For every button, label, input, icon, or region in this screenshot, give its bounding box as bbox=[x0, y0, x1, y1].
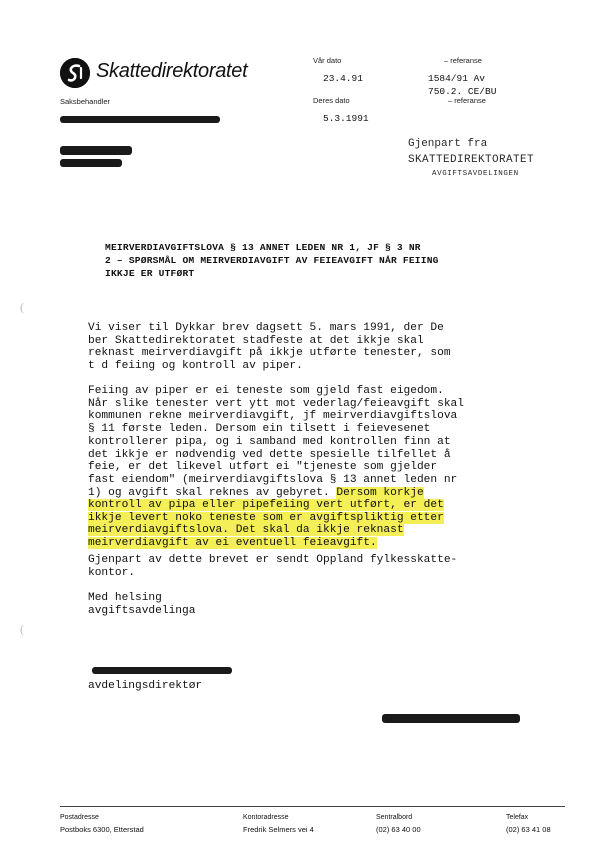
footer-divider bbox=[60, 806, 565, 807]
margin-mark: ( bbox=[20, 300, 24, 314]
footer-postadresse-label: Postadresse bbox=[60, 814, 99, 821]
stamp-line-3: AVGIFTSAVDELINGEN bbox=[432, 170, 519, 178]
skattedirektoratet-logo-icon bbox=[60, 58, 90, 88]
closing: Med helsing avgiftsavdelinga bbox=[88, 592, 196, 617]
stamp-line-2: SKATTEDIREKTORATET bbox=[408, 154, 535, 166]
footer-sentralbord-label: Sentralbord bbox=[376, 814, 413, 821]
paragraph-1: Vi viser til Dykkar brev dagsett 5. mars 1991, der De ber Skattedirektoratet stadfeste at det ikkje skal reknast meirverdiavgift på ikkje utførte tenester, som t d feiing og kontroll av piper. bbox=[88, 322, 451, 373]
redacted-recipient-line-1 bbox=[60, 146, 132, 155]
stamp-line-1: Gjenpart fra bbox=[408, 138, 488, 150]
var-dato-label: Vår dato bbox=[313, 56, 342, 65]
redacted-signature-name bbox=[92, 667, 232, 674]
footer-sentralbord: (02) 63 40 00 bbox=[376, 825, 421, 834]
subject bbox=[105, 241, 545, 280]
referanse-label-1: – referanse bbox=[444, 56, 482, 65]
footer-kontoradresse: Fredrik Selmers vei 4 bbox=[243, 825, 314, 834]
footer-telefax: (02) 63 41 08 bbox=[506, 825, 551, 834]
subject-line: 2 – SPØRSMÅL OM MEIRVERDIAVGIFT AV FEIEAVGIFT NÅR FEIING bbox=[105, 255, 439, 266]
referanse-1: 1584/91 Av bbox=[428, 73, 486, 84]
redacted-saksbehandler bbox=[60, 116, 220, 123]
paragraph-3: Gjenpart av dette brevet er sendt Oppland fylkesskatte- kontor. bbox=[88, 554, 458, 579]
margin-mark: ( bbox=[20, 622, 24, 636]
highlighted-line: ikkje levert noko teneste som er avgiftspliktig etter bbox=[88, 511, 444, 524]
referanse-label-2: – referanse bbox=[448, 96, 486, 105]
deres-dato-label: Deres dato bbox=[313, 96, 350, 105]
subject-line: IKKJE ER UTFØRT bbox=[105, 268, 195, 279]
org-name: Skattedirektoratet bbox=[96, 60, 248, 82]
redacted-second-signature bbox=[382, 714, 520, 723]
deres-dato: 5.3.1991 bbox=[323, 113, 369, 124]
highlighted-line: kontroll av pipa eller pipefeiing vert utført, er det bbox=[88, 499, 444, 511]
highlighted-text: Dersom korkje bbox=[336, 486, 424, 499]
redacted-recipient-line-2 bbox=[60, 159, 122, 167]
saksbehandler-label: Saksbehandler bbox=[60, 97, 111, 106]
footer-postadresse: Postboks 6300, Etterstad bbox=[60, 825, 144, 834]
var-dato: 23.4.91 bbox=[323, 73, 363, 84]
subject-line: MEIRVERDIAVGIFTSLOVA § 13 ANNET LEDEN NR 1, JF § 3 NR bbox=[105, 242, 421, 253]
signature-title: avdelingsdirektør bbox=[88, 680, 203, 692]
referanse-2: 750.2. CE/BU bbox=[428, 86, 497, 97]
footer-telefax-label: Telefax bbox=[506, 814, 529, 821]
highlighted-line: meirverdiavgift av ei eventuell feieavgift. bbox=[88, 537, 377, 550]
footer-kontoradresse-label: Kontoradresse bbox=[243, 814, 289, 821]
highlighted-line: meirverdiavgiftslova. Det skal da ikkje reknast bbox=[88, 524, 404, 537]
paragraph-2-text: Feiing av piper er ei teneste som gjeld fast eigedom. Når slike tenester vert ytt mot vederlag/feieavgift skal kommunen rekne meirverdiavgift, jf meirverdiavgiftslova § 11 første leden. Dersom ein tilsett i feievesenet kontrollerer pipa, og i samband med kontrollen finn at det ikkje er nødvendig ved dette spesielle tilfellet å feie, er det likevel utført ei "tjeneste som gjelder fast eiendom" (meirverdiavgiftslova § 13 annet leden nr 1) og avgift skal reknes av gebyret. bbox=[88, 385, 464, 499]
paragraph-2 bbox=[88, 385, 538, 499]
highlighted-passage bbox=[88, 499, 538, 550]
